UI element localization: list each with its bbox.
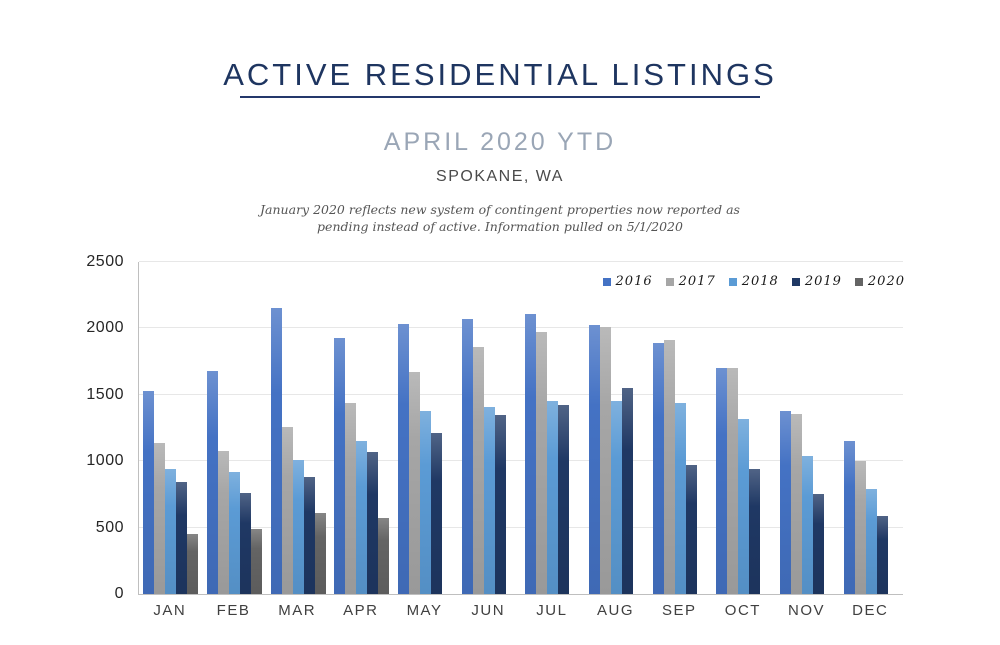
y-tick-label-0: 0: [114, 585, 124, 602]
title-underline: [240, 96, 760, 98]
bar-dec-2019: [877, 516, 888, 594]
bar-aug-2018: [611, 401, 622, 594]
bar-group-jul: [521, 262, 585, 594]
legend-label-2019: 2019: [804, 274, 842, 289]
legend-swatch-icon: [855, 278, 863, 286]
x-tick-label-apr: APR: [343, 602, 379, 619]
legend-label-2017: 2017: [678, 274, 716, 289]
bar-jul-2016: [525, 314, 536, 594]
bar-nov-2016: [780, 411, 791, 594]
legend-swatch-icon: [603, 278, 611, 286]
bar-may-2016: [398, 324, 409, 594]
bar-nov-2017: [791, 414, 802, 594]
bar-group-feb: [203, 262, 267, 594]
x-tick-label-jul: JUL: [536, 602, 568, 619]
bar-aug-2019: [622, 388, 633, 594]
x-tick-label-feb: FEB: [216, 602, 251, 619]
legend-label-2018: 2018: [741, 274, 779, 289]
footnote-line-1: January 2020 reflects new system of contingent properties now reported as: [260, 202, 740, 217]
bar-feb-2016: [207, 371, 218, 594]
footnote: [0, 201, 1000, 235]
bar-apr-2016: [334, 338, 345, 594]
x-tick-label-sep: SEP: [661, 602, 697, 619]
y-tick-label-1000: 1000: [86, 452, 124, 470]
bar-sep-2017: [664, 340, 675, 594]
bar-jun-2019: [495, 415, 506, 594]
x-tick-label-dec: DEC: [852, 602, 889, 619]
subtitle: APRIL 2020 YTD: [383, 128, 617, 156]
x-tick-label-may: MAY: [406, 602, 443, 619]
bar-apr-2020: [378, 518, 389, 594]
bar-jan-2020: [187, 534, 198, 594]
bar-group-aug: [585, 262, 649, 594]
bar-feb-2018: [229, 472, 240, 594]
legend-item-2019: [792, 274, 842, 289]
bar-nov-2018: [802, 456, 813, 594]
bar-group-jun: [457, 262, 521, 594]
x-tick-label-mar: MAR: [278, 602, 317, 619]
bar-group-mar: [266, 262, 330, 594]
bar-aug-2017: [600, 327, 611, 594]
bar-jun-2016: [462, 319, 473, 594]
bar-mar-2018: [293, 460, 304, 594]
bar-mar-2016: [271, 308, 282, 594]
x-axis: [138, 602, 902, 619]
bar-dec-2018: [866, 489, 877, 594]
bar-dec-2016: [844, 441, 855, 594]
bar-sep-2016: [653, 343, 664, 594]
bar-group-dec: [839, 262, 903, 594]
bar-sep-2019: [686, 465, 697, 594]
bar-may-2018: [420, 411, 431, 594]
legend-item-2017: [666, 274, 716, 289]
bar-nov-2019: [813, 494, 824, 594]
legend-item-2020: [855, 274, 905, 289]
bar-feb-2019: [240, 493, 251, 594]
bar-may-2019: [431, 433, 442, 594]
y-tick-label-2000: 2000: [86, 319, 124, 337]
bar-oct-2018: [738, 419, 749, 594]
bar-sep-2018: [675, 403, 686, 594]
bar-dec-2017: [855, 461, 866, 594]
y-tick-label-2500: 2500: [86, 253, 124, 270]
bar-apr-2017: [345, 403, 356, 594]
bar-jan-2017: [154, 443, 165, 594]
page-title: ACTIVE RESIDENTIAL LISTINGS: [223, 57, 777, 92]
plot-area: [86, 253, 903, 602]
bar-apr-2018: [356, 441, 367, 594]
bar-jun-2018: [484, 407, 495, 594]
x-tick-label-nov: NOV: [788, 602, 826, 619]
bar-mar-2019: [304, 477, 315, 594]
bar-group-nov: [776, 262, 840, 594]
bar-jan-2016: [143, 391, 154, 594]
legend-swatch-icon: [792, 278, 800, 286]
chart-legend: [138, 274, 905, 289]
x-tick-label-jun: JUN: [471, 602, 506, 619]
legend-swatch-icon: [666, 278, 674, 286]
bar-group-sep: [648, 262, 712, 594]
bar-jul-2019: [558, 405, 569, 594]
bar-mar-2020: [315, 513, 326, 594]
bar-jan-2018: [165, 469, 176, 594]
y-tick-label-500: 500: [95, 518, 124, 536]
legend-swatch-icon: [729, 278, 737, 286]
bar-may-2017: [409, 372, 420, 594]
legend-label-2020: 2020: [867, 274, 905, 289]
bar-group-apr: [330, 262, 394, 594]
legend-item-2018: [729, 274, 779, 289]
bar-group-jan: [139, 262, 203, 594]
x-tick-label-jan: JAN: [153, 602, 187, 619]
legend-item-2016: [603, 274, 653, 289]
bar-jan-2019: [176, 482, 187, 594]
bar-oct-2017: [727, 368, 738, 594]
bar-apr-2019: [367, 452, 378, 594]
y-tick-label-1500: 1500: [86, 385, 124, 403]
legend-label-2016: 2016: [615, 274, 653, 289]
bar-oct-2016: [716, 368, 727, 594]
bar-feb-2017: [218, 451, 229, 594]
bar-oct-2019: [749, 469, 760, 594]
bar-jun-2017: [473, 347, 484, 594]
bar-group-oct: [712, 262, 776, 594]
bar-feb-2020: [251, 529, 262, 594]
x-tick-label-aug: AUG: [597, 602, 635, 619]
bar-jul-2018: [547, 401, 558, 594]
bar-mar-2017: [282, 427, 293, 594]
x-tick-label-oct: OCT: [724, 602, 761, 619]
bar-aug-2016: [589, 325, 600, 594]
footnote-line-2: pending instead of active. Information pulled on 5/1/2020: [317, 219, 683, 234]
bar-group-may: [394, 262, 458, 594]
location-label: SPOKANE, WA: [436, 168, 564, 185]
bar-jul-2017: [536, 332, 547, 594]
